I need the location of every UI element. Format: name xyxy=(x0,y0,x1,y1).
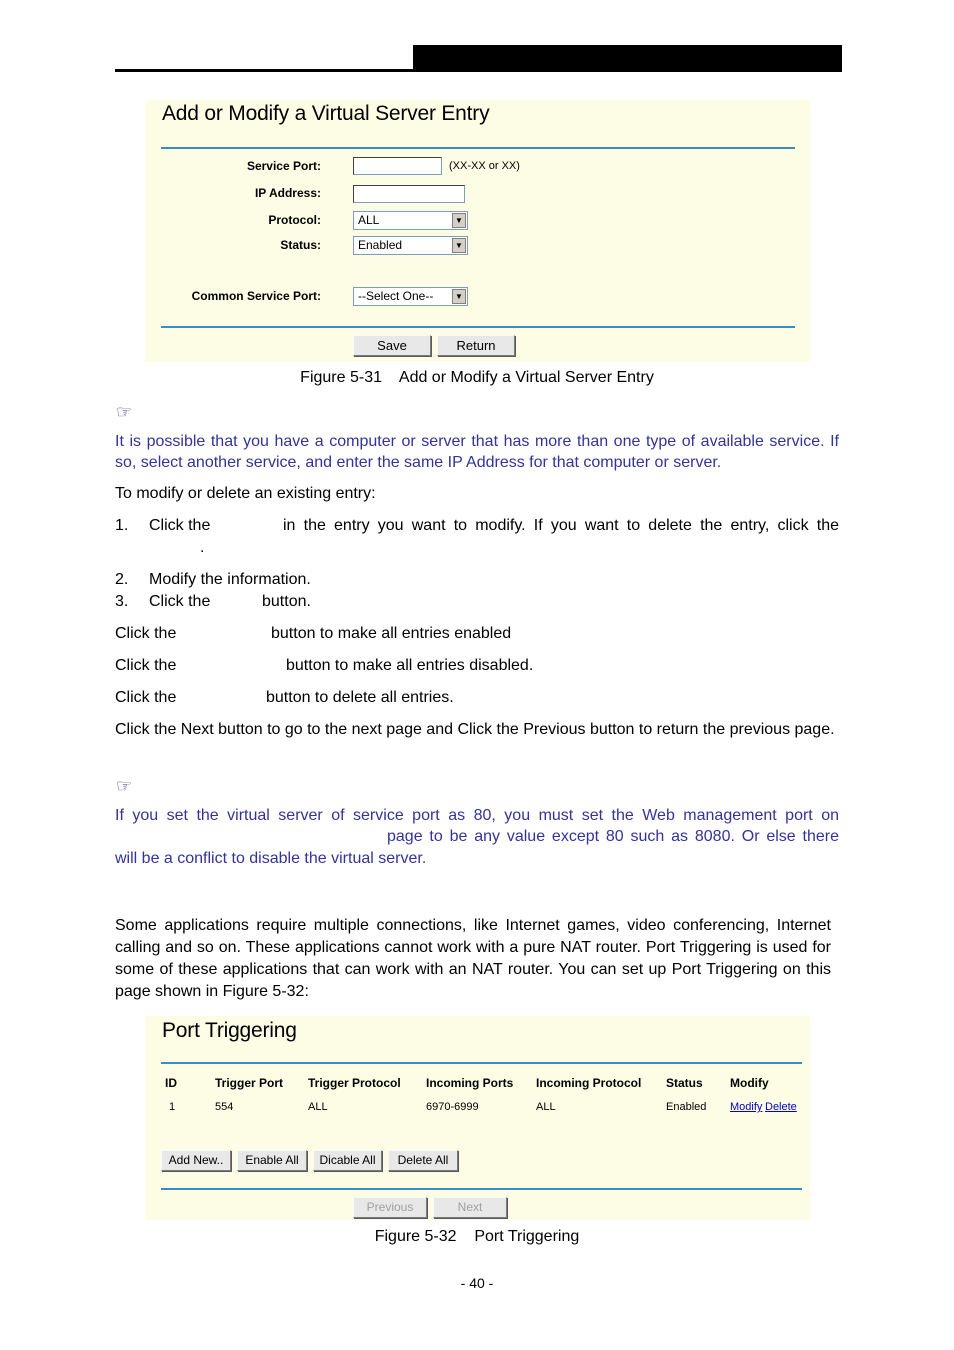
chevron-down-icon: ▼ xyxy=(452,289,466,304)
step-2-text: Modify the information. xyxy=(149,571,311,588)
delete-all-button[interactable]: Delete All xyxy=(388,1150,458,1171)
enable-all-text-b: button to make all entries enabled xyxy=(271,625,512,642)
pointing-hand-icon: ☞ xyxy=(116,776,133,796)
return-button[interactable]: Return xyxy=(437,335,515,356)
row-1-trigger-port: 554 xyxy=(215,1101,234,1113)
step-1-text-a: Click the xyxy=(149,517,211,534)
port-triggering-intro: Some applications require multiple connections, like Internet games, video conferencing, Internet calling and so on. These applications cannot work with a pure NAT router. Port Triggering is used for some of these applications that can work with an NAT router. You can set up Port Triggering on this page shown in Figure 5-32: xyxy=(115,917,831,1000)
table-bottom-divider xyxy=(161,1188,802,1190)
header-bar xyxy=(413,45,842,72)
common-service-port-value: --Select One-- xyxy=(358,289,434,303)
pointing-hand-icon: ☞ xyxy=(116,402,133,422)
column-header-incoming-protocol: Incoming Protocol xyxy=(536,1076,642,1090)
note-1-text: It is possible that you have a computer or server that has more than one type of available service. If so, select another service, and enter the same IP Address for that computer or server. xyxy=(115,433,839,471)
disable-all-text-b: button to make all entries disabled. xyxy=(286,657,534,674)
delete-all-text-a: Click the xyxy=(115,689,177,706)
column-header-incoming-ports: Incoming Ports xyxy=(426,1076,514,1090)
top-divider xyxy=(161,147,795,149)
bottom-divider xyxy=(161,326,795,328)
step-1-text-b: in the entry you want to modify. If you want to delete the entry, click the xyxy=(283,517,839,534)
column-header-trigger-port: Trigger Port xyxy=(215,1076,284,1090)
chevron-down-icon: ▼ xyxy=(452,213,466,228)
note-2-line-3: will be a conflict to disable the virtual server. xyxy=(115,850,427,867)
delete-all-text-b: button to delete all entries. xyxy=(266,689,454,706)
status-select[interactable] xyxy=(353,236,468,255)
protocol-select[interactable] xyxy=(353,211,468,230)
row-1-status: Enabled xyxy=(666,1101,707,1113)
figure-5-31-caption: Figure 5-31 Add or Modify a Virtual Server Entry xyxy=(300,369,654,386)
chevron-down-icon: ▼ xyxy=(452,238,466,253)
note-2-line-1: If you set the virtual server of service port as 80, you must set the Web management port on xyxy=(115,807,839,824)
disable-all-button[interactable]: Dicable All xyxy=(313,1150,382,1171)
column-header-trigger-protocol: Trigger Protocol xyxy=(308,1076,401,1090)
table-top-divider xyxy=(161,1062,802,1064)
protocol-label: Protocol: xyxy=(268,213,321,227)
row-1-incoming-ports: 6970-6999 xyxy=(426,1101,479,1113)
column-header-id: ID xyxy=(165,1076,177,1090)
common-service-port-label: Common Service Port: xyxy=(191,289,321,303)
next-previous-text: Click the Next button to go to the next page and Click the Previous button to return the previous page. xyxy=(115,721,835,738)
step-1-number: 1. xyxy=(115,517,129,534)
next-button[interactable]: Next xyxy=(433,1197,507,1218)
virtual-server-title: Add or Modify a Virtual Server Entry xyxy=(162,102,490,125)
row-1-delete-link[interactable]: Delete xyxy=(765,1101,797,1113)
figure-5-32-caption: Figure 5-32 Port Triggering xyxy=(374,1228,580,1245)
row-1-incoming-protocol: ALL xyxy=(536,1101,556,1113)
page-number: - 40 - xyxy=(460,1275,494,1291)
step-3-number: 3. xyxy=(115,593,129,610)
common-service-port-select[interactable] xyxy=(353,287,468,306)
virtual-server-panel xyxy=(145,100,810,362)
status-value: Enabled xyxy=(358,238,403,252)
protocol-value: ALL xyxy=(358,213,380,227)
enable-all-button[interactable]: Enable All xyxy=(237,1150,307,1171)
save-button[interactable]: Save xyxy=(353,335,431,356)
port-triggering-title: Port Triggering xyxy=(162,1019,297,1042)
disable-all-text-a: Click the xyxy=(115,657,177,674)
note-2-line-2: page to be any value except 80 such as 8080. Or else there xyxy=(387,828,839,845)
header-rule xyxy=(115,69,413,72)
row-1-modify-link[interactable]: Modify xyxy=(730,1101,763,1113)
service-port-hint: (XX-XX or XX) xyxy=(449,160,520,172)
step-1-text-c: . xyxy=(200,539,205,556)
column-header-modify: Modify xyxy=(730,1076,769,1090)
ip-address-label: IP Address: xyxy=(254,186,321,200)
column-header-status: Status xyxy=(666,1076,703,1090)
step-3-text-b: button. xyxy=(262,593,311,610)
steps-intro: To modify or delete an existing entry: xyxy=(115,485,376,502)
status-label: Status: xyxy=(280,238,321,252)
previous-button[interactable]: Previous xyxy=(353,1197,427,1218)
row-1-id: 1 xyxy=(169,1101,176,1113)
step-3-text-a: Click the xyxy=(149,593,211,610)
service-port-label: Service Port: xyxy=(246,159,321,173)
row-1-trigger-protocol: ALL xyxy=(308,1101,328,1113)
service-port-input[interactable] xyxy=(353,157,442,175)
add-new-button[interactable]: Add New.. xyxy=(161,1150,231,1171)
step-2-number: 2. xyxy=(115,571,129,588)
ip-address-input[interactable] xyxy=(353,185,465,203)
enable-all-text-a: Click the xyxy=(115,625,177,642)
